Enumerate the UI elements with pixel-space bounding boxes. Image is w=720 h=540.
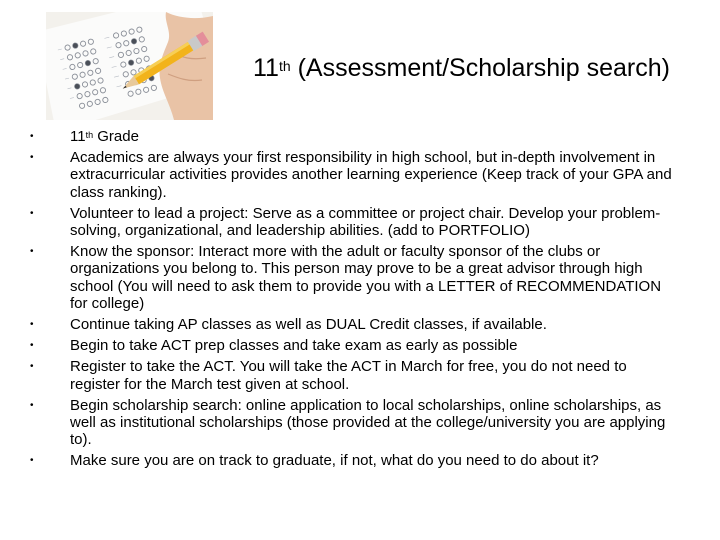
bullet-list bbox=[0, 128, 720, 474]
bullet-item bbox=[0, 358, 720, 392]
bullet-text: Know the sponsor: Interact more with the adult or faculty sponsor of the clubs or organizations you belong to. This person may prove to be a great advisor through high school (You will need to ask them to provide you with a LETTER of RECOMMENDATION for college) bbox=[70, 243, 662, 312]
bullet-text: Make sure you are on track to graduate, if not, what do you need to do about it? bbox=[70, 452, 599, 470]
bullet-dot-icon: • bbox=[30, 399, 34, 411]
bullet-dot-icon: • bbox=[30, 131, 34, 142]
answer-sheet-pencil-image bbox=[46, 12, 213, 120]
bullet-dot-icon: • bbox=[30, 246, 34, 258]
bullet-text: Begin scholarship search: online application to local scholarships, online scholarships, as well as institutional scholarships (those provided at the college/university you are applying to). bbox=[70, 396, 666, 449]
bullet-dot-icon: • bbox=[30, 319, 34, 331]
bullet-text: Continue taking AP classes as well as DUAL Credit classes, if available. bbox=[70, 316, 547, 334]
bullet-text: Grade bbox=[93, 128, 139, 145]
bullet-text: Begin to take ACT prep classes and take exam as early as possible bbox=[70, 337, 518, 355]
slide-title bbox=[253, 52, 693, 84]
bullet-dot-icon: • bbox=[30, 340, 34, 352]
bullet-item bbox=[0, 316, 720, 333]
bullet-grade-number: 11 bbox=[70, 128, 86, 145]
slide-title-text: (Assessment/Scholarship search) bbox=[290, 54, 670, 82]
bullet-grade-superscript: th bbox=[85, 130, 94, 140]
bullet-dot-icon: • bbox=[30, 361, 34, 373]
bullet-dot-icon: • bbox=[30, 455, 34, 467]
bullet-item bbox=[0, 337, 720, 354]
bullet-item bbox=[0, 205, 720, 239]
slide-title-number: 11 bbox=[253, 54, 279, 82]
bullet-item bbox=[0, 243, 720, 312]
bullet-item bbox=[0, 452, 720, 469]
answer-sheet-pencil-photo bbox=[46, 12, 213, 120]
bullet-dot-icon: • bbox=[30, 207, 34, 219]
slide-title-superscript: th bbox=[278, 58, 291, 74]
bullet-text: Academics are always your first responsibility in high school, but in-depth involvement in extracurricular activities provides another learning experience (Keep track of your GPA and class ranking). bbox=[70, 149, 672, 201]
bullet-dot-icon: • bbox=[30, 152, 34, 164]
bullet-item bbox=[0, 128, 720, 145]
bullet-item bbox=[0, 149, 720, 201]
bullet-text: Register to take the ACT. You will take the ACT in March for free, you do not need to register for the March test given at school. bbox=[70, 358, 627, 393]
bullet-item bbox=[0, 397, 720, 449]
bullet-text: Volunteer to lead a project: Serve as a committee or project chair. Develop your problem-solving, organizational, and leadership abilities. (add to PORTFOLIO) bbox=[70, 204, 661, 240]
